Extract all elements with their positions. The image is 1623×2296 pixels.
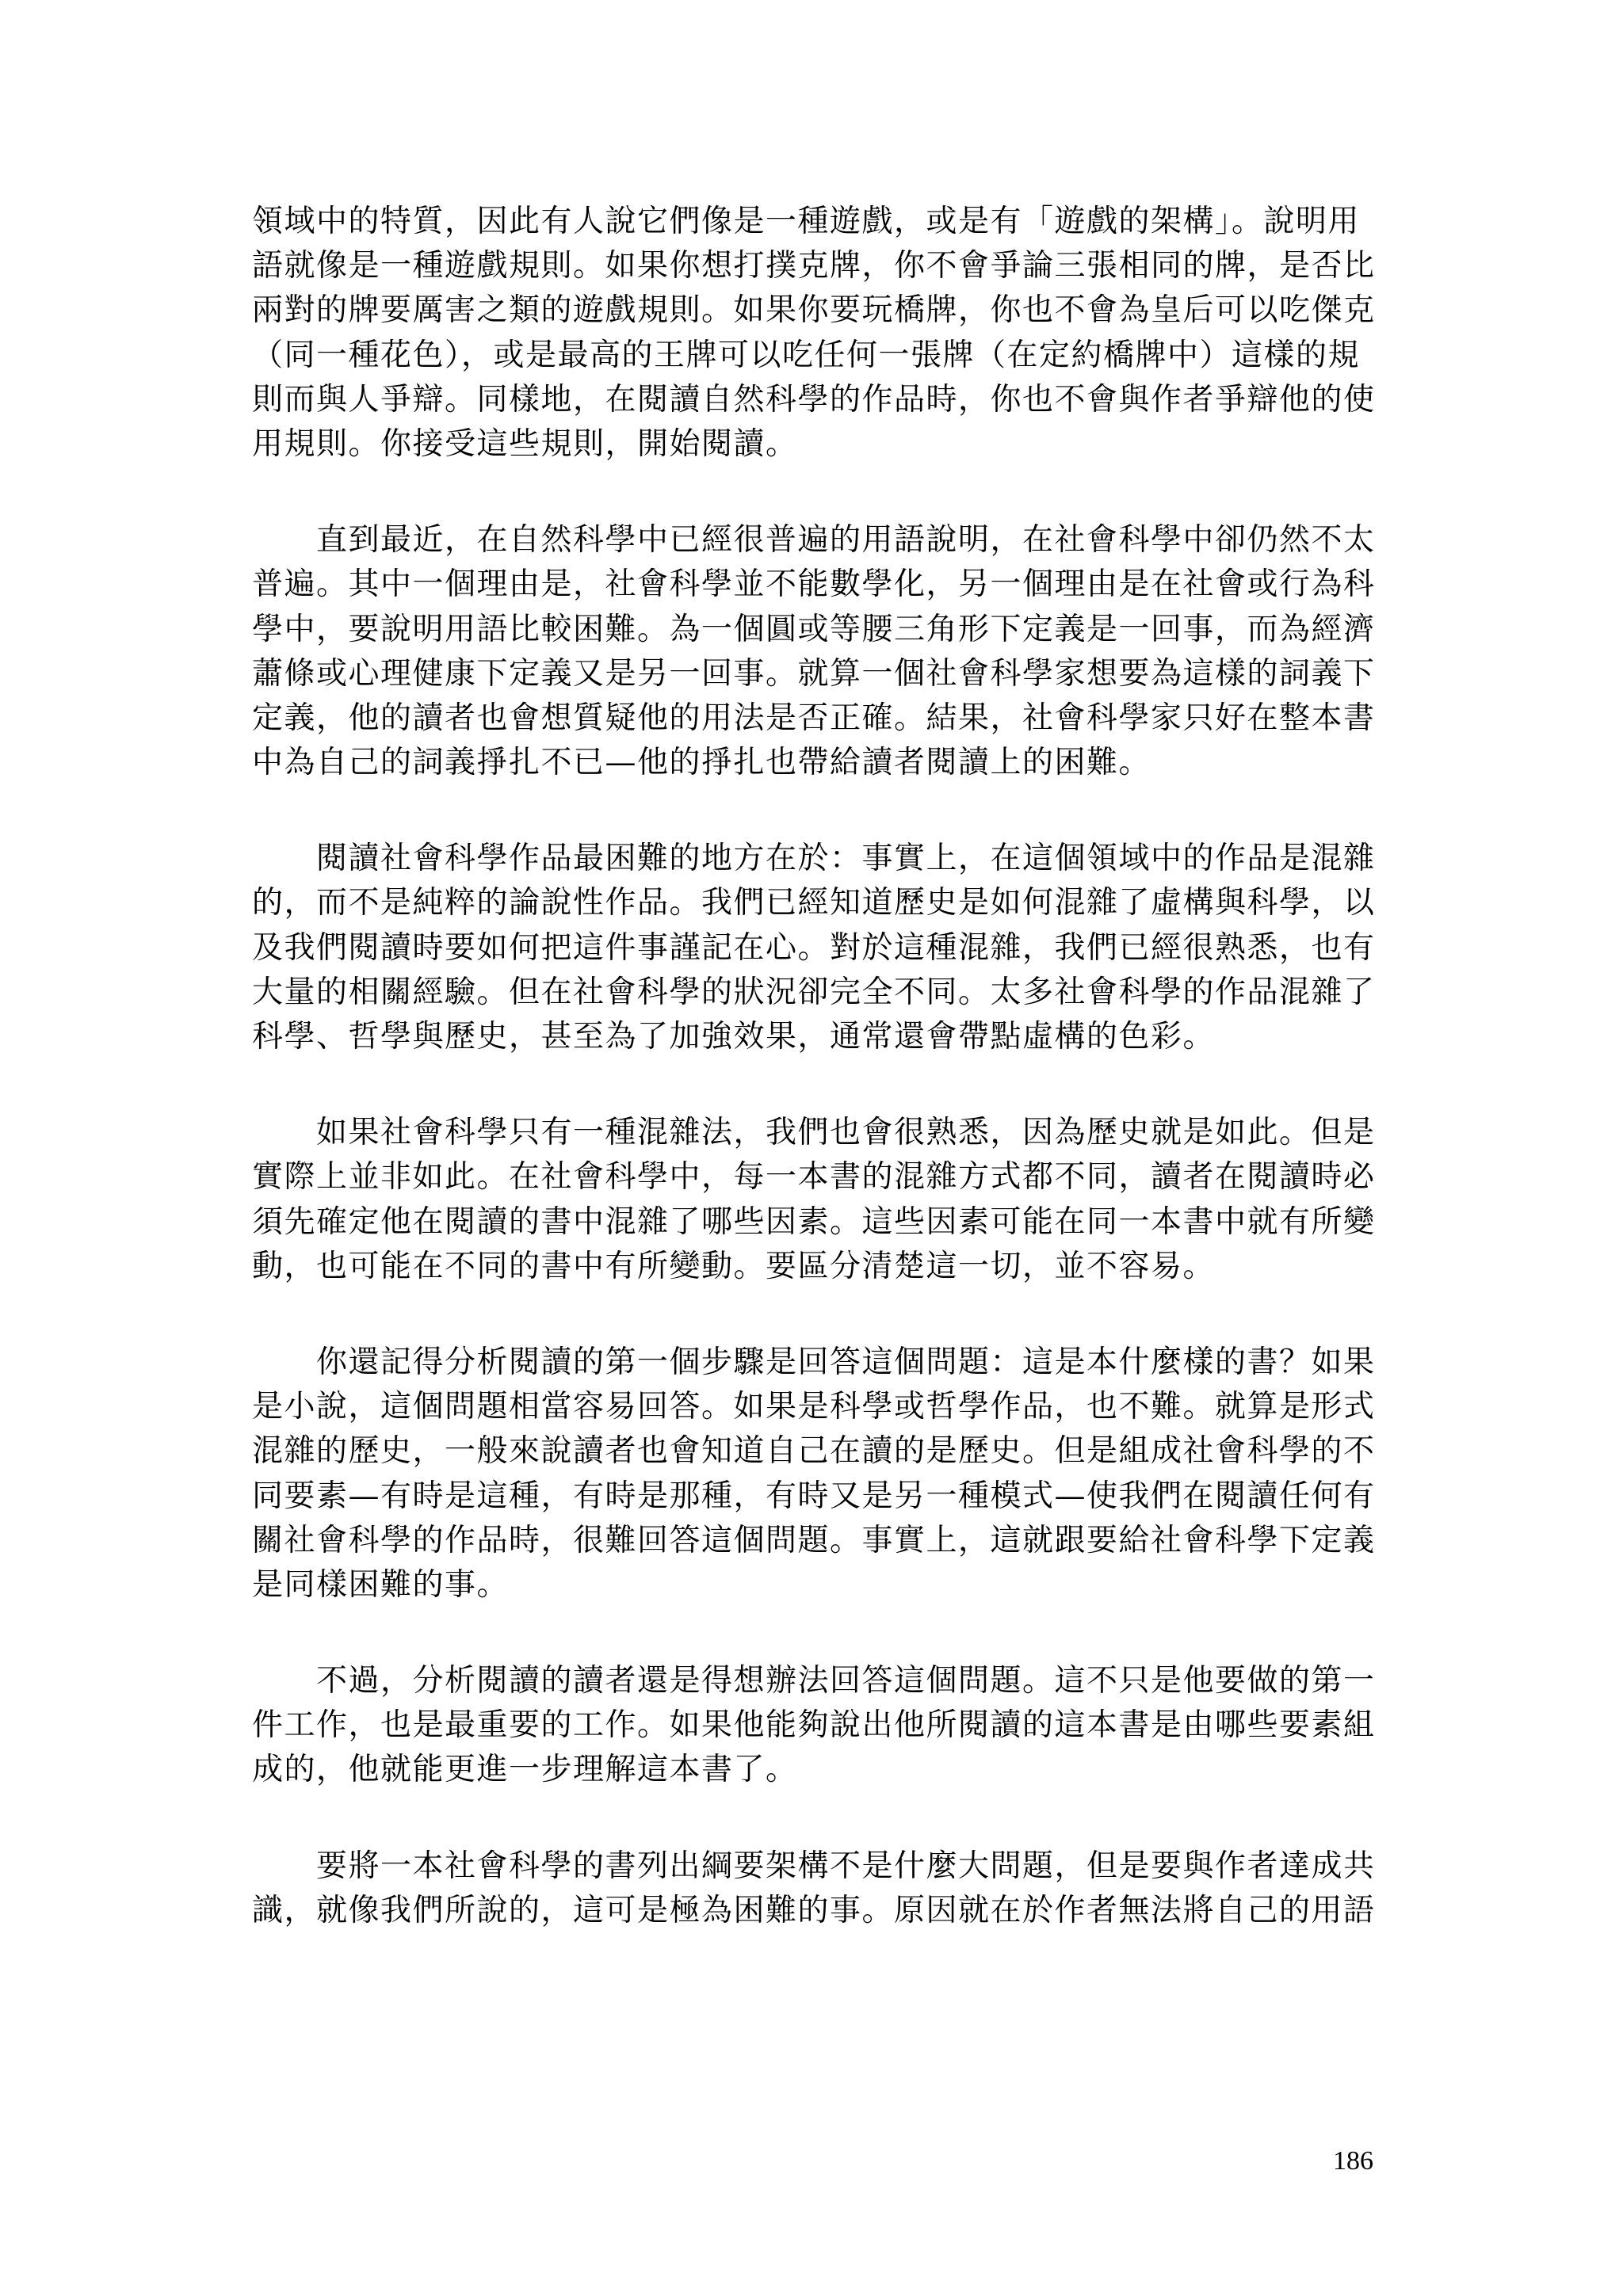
text-line: 用規則。你接受這些規則，開始閱讀。 <box>252 425 798 462</box>
text-line: 則而與人爭辯。同樣地，在閱讀自然科學的作品時，你也不會與作者爭辯他的使 <box>252 381 1376 418</box>
text-line: 動，也可能在不同的書中有所變動。要區分清楚這一切，並不容易。 <box>252 1248 1216 1284</box>
text-line: 實際上並非如此。在社會科學中，每一本書的混雜方式都不同，讀者在閱讀時必 <box>252 1159 1376 1196</box>
text-line: 兩對的牌要厲害之類的遊戲規則。如果你要玩橋牌，你也不會為皇后可以吃傑克 <box>252 292 1376 329</box>
text-line: 蕭條或心理健康下定義又是另一回事。就算一個社會科學家想要為這樣的詞義下 <box>252 655 1376 692</box>
text-line: 定義，他的讀者也會想質疑他的用法是否正確。結果，社會科學家只好在整本書 <box>252 700 1376 736</box>
text-line: 識，就像我們所說的，這可是極為困難的事。原因就在於作者無法將自己的用語 <box>252 1892 1376 1928</box>
text-line: 要將一本社會科學的書列出綱要架構不是什麼大問題，但是要與作者達成共 <box>252 1848 1376 1884</box>
text-line: 件工作，也是最重要的工作。如果他能夠說出他所閱讀的這本書是由哪些要素組 <box>252 1707 1376 1744</box>
text-line: 直到最近，在自然科學中已經很普遍的用語說明，在社會科學中卻仍然不太 <box>252 522 1376 559</box>
text-line: 是同樣困難的事。 <box>252 1566 510 1603</box>
text-line: 領域中的特質，因此有人說它們像是一種遊戲，或是有「遊戲的架構」。說明用 <box>252 204 1361 239</box>
text-line: 同要素—有時是這種，有時是那種，有時又是另一種模式—使我們在閱讀任何有 <box>252 1478 1376 1514</box>
text-line: 是小說，這個問題相當容易回答。如果是科學或哲學作品，也不難。就算是形式 <box>252 1389 1376 1425</box>
paragraph-spacer <box>252 1793 1377 1844</box>
paragraph <box>252 1844 1377 1933</box>
text-line: 科學、哲學與歷史，甚至為了加強效果，通常還會帶點虛構的色彩。 <box>252 1019 1216 1055</box>
paragraph <box>252 1111 1377 1289</box>
text-line: 及我們閱讀時要如何把這件事謹記在心。對於這種混雜，我們已經很熟悉，也有 <box>252 929 1376 966</box>
text-line: 如果社會科學只有一種混雜法，我們也會很熟悉，因為歷史就是如此。但是 <box>252 1115 1376 1151</box>
text-line: 學中，要說明用語比較困難。為一個圓或等腰三角形下定義是一回事，而為經濟 <box>252 611 1376 647</box>
text-line: 普遍。其中一個理由是，社會科學並不能數學化，另一個理由是在社會或行為科 <box>252 566 1376 603</box>
text-line: 須先確定他在閱讀的書中混雜了哪些因素。這些因素可能在同一本書中就有所變 <box>252 1203 1376 1240</box>
page-number: 186 <box>1333 2146 1373 2176</box>
paragraph <box>252 200 1377 467</box>
text-line: 語就像是一種遊戲規則。如果你想打撲克牌，你不會爭論三張相同的牌，是否比 <box>252 248 1376 284</box>
text-line: 關社會科學的作品時，很難回答這個問題。事實上，這就跟要給社會科學下定義 <box>252 1522 1376 1558</box>
paragraph-spacer <box>252 1608 1377 1659</box>
text-line: 不過，分析閱讀的讀者還是得想辦法回答這個問題。這不只是他要做的第一 <box>252 1663 1376 1699</box>
text-line: 成的，他就能更進一步理解這本書了。 <box>252 1752 798 1788</box>
paragraph-spacer <box>252 1289 1377 1341</box>
text-line: 的，而不是純粹的論說性作品。我們已經知道歷史是如何混雜了虛構與科學，以 <box>252 885 1376 921</box>
paragraph <box>252 1659 1377 1793</box>
body-text <box>252 200 1377 1933</box>
paragraph <box>252 1341 1377 1608</box>
paragraph <box>252 837 1377 1059</box>
text-line: 閱讀社會科學作品最困難的地方在於：事實上，在這個領域中的作品是混雜 <box>252 841 1376 877</box>
text-line: 混雜的歷史，一般來說讀者也會知道自己在讀的是歷史。但是組成社會科學的不 <box>252 1433 1376 1470</box>
paragraph <box>252 518 1377 785</box>
paragraph-spacer <box>252 785 1377 837</box>
paragraph-spacer <box>252 467 1377 518</box>
text-line: （同一種花色），或是最高的王牌可以吃任何一張牌（在定約橋牌中）這樣的規 <box>252 337 1361 373</box>
text-line: 中為自己的詞義掙扎不已—他的掙扎也帶給讀者閱讀上的困難。 <box>252 745 1151 781</box>
paragraph-spacer <box>252 1059 1377 1111</box>
text-line: 你還記得分析閱讀的第一個步驟是回答這個問題：這是本什麼樣的書？如果 <box>252 1344 1376 1380</box>
text-line: 大量的相關經驗。但在社會科學的狀況卻完全不同。太多社會科學的作品混雜了 <box>252 974 1376 1010</box>
